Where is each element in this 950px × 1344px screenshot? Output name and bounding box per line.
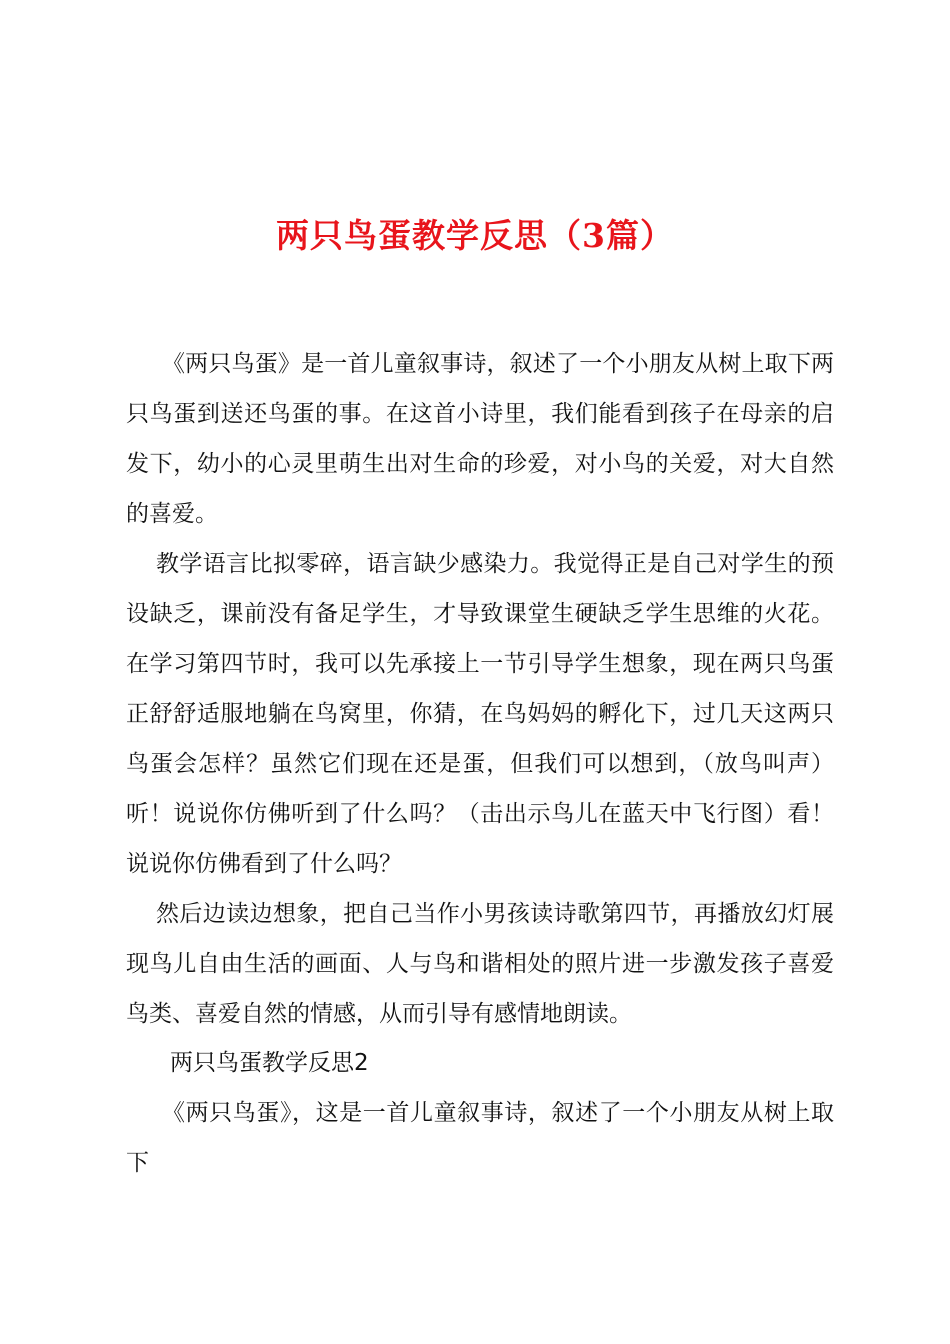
document-title: 两只鸟蛋教学反思（3篇） [276,216,674,255]
paragraph-section-2-start: 《两只鸟蛋》，这是一首儿童叙事诗，叙述了一个小朋友从树上取下 [126,1100,834,1176]
paragraph-reflection: 教学语言比拟零碎，语言缺少感染力。我觉得正是自己对学生的预设缺乏，课前没有备足学生，才导致课堂生硬缺乏学生思维的火花。在学习第四节时，我可以先承接上一节引导学生想象，现在两只鸟蛋正舒舒适服地躺在鸟窝里，你猜，在鸟妈妈的孵化下，过几天这两只鸟蛋会怎样？虽然它们现在还是蛋，但我们可以想到，（放鸟叫声）听！说说你仿佛听到了什么吗？（击出示鸟儿在蓝天中飞行图）看！说说你仿佛看到了什么吗？ [126,551,834,877]
section-heading-2: 两只鸟蛋教学反思2 [170,1050,369,1076]
paragraph-improvement: 然后边读边想象，把自己当作小男孩读诗歌第四节，再播放幻灯展现鸟儿自由生活的画面、人与鸟和谐相处的照片进一步激发孩子喜爱鸟类、喜爱自然的情感，从而引导有感情地朗读。 [126,901,834,1027]
paragraph-intro: 《两只鸟蛋》是一首儿童叙事诗，叙述了一个小朋友从树上取下两只鸟蛋到送还鸟蛋的事。在这首小诗里，我们能看到孩子在母亲的启发下，幼小的心灵里萌生出对生命的珍爱，对小鸟的关爱，对大自然的喜爱。 [126,351,834,527]
